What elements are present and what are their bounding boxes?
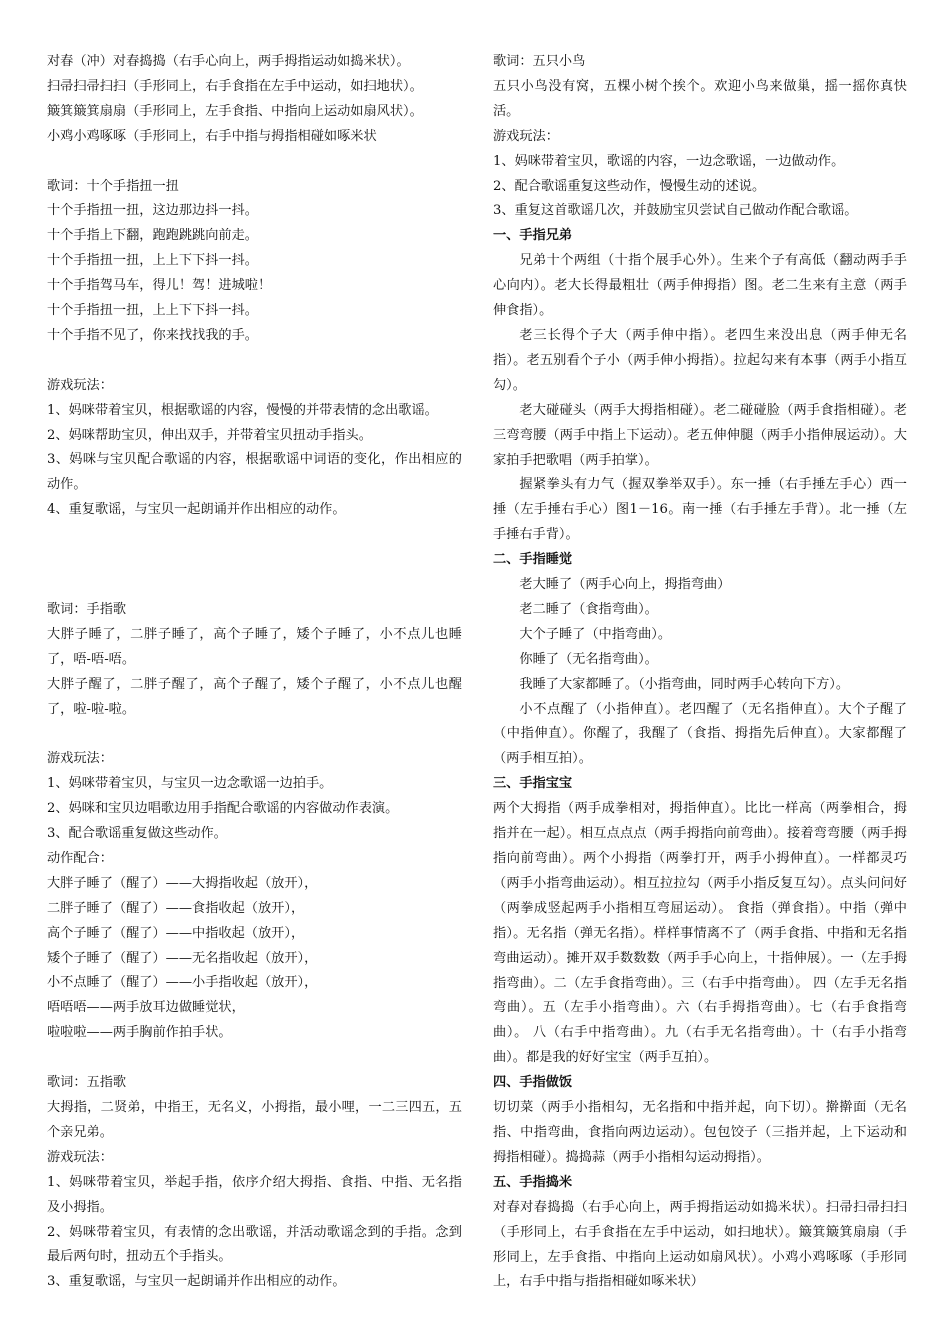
section-paragraph: 老大睡了（两手心向上，拇指弯曲）: [519, 577, 731, 593]
play-heading: 游戏玩法：: [47, 377, 113, 393]
intro-line: 扫帚扫帚扫扫（手形同上，右手食指在左手中运动，如扫地状）。: [47, 78, 423, 94]
lyric-line: 十个手指上下翻，跑跑跳跳向前走。: [47, 228, 258, 244]
section-heading: 三、手指宝宝: [493, 776, 573, 792]
play-step: 2、妈咪帮助宝贝，伸出双手，并带着宝贝扭动手指头。: [47, 427, 372, 443]
section-paragraph: 两个大拇指（两手成拳相对，拇指伸直）。比比一样高（两拳相合，拇指并在一起）。相互点点点（两手拇指向前弯曲）。接着弯弯腰（两手拇指向前弯曲）。两个小拇指（两拳打开，两手小拇伸直）。一样都灵巧（两手小指弯曲运动）。相互拉拉勾（两手小指反复互勾）。点头问问好（两拳成竖起两手小指相互弯屈运动）。 食指（弹食指）。中指（弹中指）。无名指（弹无名指）。样样事情离不了（两手食指、中指和无名指弯曲运动）。摊开双手数数数（两手手心向上，十指伸展）。一（左手拇指弯曲）。二（左手食指弯曲）。三（右手中指弯曲）。 四（左手无名指弯曲）。五（左手小指弯曲）。六（右手拇指弯曲）。七（右手食指弯曲）。 八（右手中指弯曲）。九（右手无名指弯曲）。十（右手小指弯曲）。都是我的好好宝宝（两手互拍）。: [493, 801, 907, 1066]
lyric-line: 十个手指不见了，你来找找我的手。: [47, 327, 258, 343]
section-heading: 二、手指睡觉: [493, 552, 573, 568]
action-heading: 动作配合：: [47, 850, 113, 866]
play-step: 2、妈咪带着宝贝，有表情的念出歌谣，并活动歌谣念到的手指。念到最后两句时，扭动五个手指头。: [47, 1224, 462, 1265]
play-step: 2、妈咪和宝贝边唱歌边用手指配合歌谣的内容做动作表演。: [47, 801, 399, 817]
section-heading: 四、手指做饭: [493, 1075, 573, 1091]
song-title: 歌词：五只小鸟: [493, 54, 586, 69]
song-title: 歌词：手指歌: [47, 601, 127, 617]
intro-line: 小鸡小鸡啄啄（手形同上，右手中指与拇指相碰如啄米状: [47, 128, 377, 144]
play-step: 1、妈咪带着宝贝，举起手指，依序介绍大拇指、食指、中指、无名指及小拇指。: [47, 1174, 462, 1215]
intro-line: 簸箕簸箕扇扇（手形同上，左手食指、中指向上运动如扇风状）。: [47, 103, 423, 119]
play-heading: 游戏玩法：: [493, 128, 559, 144]
play-step: 3、重复这首歌谣几次，并鼓励宝贝尝试自己做动作配合歌谣。: [493, 203, 858, 219]
song-title: 歌词：十个手指扭一扭: [47, 178, 179, 194]
section-paragraph: 握紧拳头有力气（握双拳举双手）。东一捶（右手捶左手心）西一捶（左手捶右手心）图1－16。南一捶（右手捶左手背）。北一捶（左手捶右手背）。: [493, 477, 907, 543]
section-paragraph: 切切菜（两手小指相勾，无名指和中指并起，向下切）。擀擀面（无名指、中指弯曲，食指向两边运动）。包包饺子（三指并起，上下运动和拇指相碰）。捣捣蒜（两手小指相勾运动拇指）。: [493, 1100, 907, 1165]
play-step: 4、重复歌谣，与宝贝一起朗诵并作出相应的动作。: [47, 502, 346, 518]
action-line: 矮个子睡了（醒了）——无名指收起（放开），: [47, 950, 318, 966]
left-column: [47, 50, 462, 1295]
right-column: [493, 50, 907, 1295]
song-title: 歌词：五指歌: [47, 1075, 127, 1091]
intro-line: 对春（冲）对春捣捣（右手心向上，两手拇指运动如捣米状）。: [47, 54, 410, 69]
action-line: 高个子睡了（醒了）——中指收起（放开），: [47, 925, 305, 941]
section-heading: 一、手指兄弟: [493, 228, 573, 244]
play-step: 1、妈咪带着宝贝，歌谣的内容，一边念歌谣，一边做动作。: [493, 153, 845, 169]
play-step: 1、妈咪带着宝贝，根据歌谣的内容，慢慢的并带表情的念出歌谣。: [47, 402, 438, 418]
play-step: 3、重复歌谣，与宝贝一起朗诵并作出相应的动作。: [47, 1274, 346, 1290]
lyric-line: 十个手指驾马车，得儿！驾！进城啦！: [47, 278, 272, 294]
section-paragraph: 老二睡了（食指弯曲）。: [519, 601, 658, 617]
play-step: 3、配合歌谣重复做这些动作。: [47, 826, 227, 842]
section-paragraph: 对春对春捣捣（右手心向上，两手拇指运动如捣米状）。扫帚扫帚扫扫（手形同上，右手食指在左手中运动，如扫地状）。簸箕簸箕扇扇（手形同上，左手食指、中指向上运动如扇风状）。小鸡小鸡啄啄（手形同上，右手中指与指指相碰如啄米状）: [493, 1199, 907, 1290]
action-line: 二胖子睡了（醒了）——食指收起（放开），: [47, 900, 305, 916]
section-paragraph: 小不点醒了（小指伸直）。老四醒了（无名指伸直）。大个子醒了（中指伸直）。你醒了，我醒了（食指、拇指先后伸直）。大家都醒了（两手相互拍）。: [493, 701, 907, 767]
section-paragraph: 老三长得个子大（两手伸中指）。老四生来没出息（两手伸无名指）。老五别看个子小（两手伸小拇指）。拉起勾来有本事（两手小指互勾）。: [493, 327, 907, 393]
play-step: 3、妈咪与宝贝配合歌谣的内容，根据歌谣中词语的变化，作出相应的动作。: [47, 452, 462, 493]
play-heading: 游戏玩法：: [47, 1149, 113, 1165]
section-paragraph: 老大碰碰头（两手大拇指相碰）。老二碰碰脸（两手食指相碰）。老三弯弯腰（两手中指上下运动）。老五伸伸腿（两手小指伸展运动）。大家拍手把歌唱（两手拍掌）。: [493, 402, 907, 468]
action-line: 小不点睡了（醒了）——小手指收起（放开），: [47, 975, 318, 991]
section-paragraph: 大个子睡了（中指弯曲）。: [519, 626, 672, 642]
lyric-line: 大拇指，二贤弟，中指王，无名义，小拇指，最小哩，一二三四五，五个亲兄弟。: [47, 1099, 462, 1140]
action-line: 大胖子睡了（醒了）——大拇指收起（放开），: [47, 875, 318, 891]
section-paragraph: 你睡了（无名指弯曲）。: [519, 651, 658, 667]
section-heading: 五、手指捣米: [493, 1174, 573, 1190]
play-heading: 游戏玩法：: [47, 751, 113, 767]
action-line: 啦啦啦——两手胸前作拍手状。: [47, 1025, 232, 1041]
play-step: 2、配合歌谣重复这些动作，慢慢生动的述说。: [493, 178, 766, 194]
action-line: 唔唔唔——两手放耳边做睡觉状，: [47, 1000, 245, 1016]
lyric-line: 十个手指扭一扭，上上下下抖一抖。: [47, 303, 258, 319]
lyric-line: 大胖子醒了，二胖子醒了，高个子醒了，矮个子醒了，小不点儿也醒了，啦-啦-啦。: [47, 676, 462, 717]
lyric-line: 十个手指扭一扭，上上下下抖一抖。: [47, 253, 258, 269]
lyric-line: 大胖子睡了，二胖子睡了，高个子睡了，矮个子睡了，小不点儿也睡了，唔-唔-唔。: [47, 626, 462, 667]
section-paragraph: 兄弟十个两组（十指个展手心外）。生来个子有高低（翻动两手手心向内）。老大长得最粗壮（两手伸拇指）图。老二生来有主意（两手伸食指）。: [493, 253, 907, 319]
lyric-line: 五只小鸟没有窝，五棵小树个挨个。欢迎小鸟来做巢，摇一摇你真快活。: [493, 78, 907, 119]
play-step: 1、妈咪带着宝贝，与宝贝一边念歌谣一边拍手。: [47, 776, 333, 792]
lyric-line: 十个手指扭一扭，这边那边抖一抖。: [47, 203, 258, 219]
section-paragraph: 我睡了大家都睡了。（小指弯曲，同时两手心转向下方）。: [519, 676, 850, 692]
